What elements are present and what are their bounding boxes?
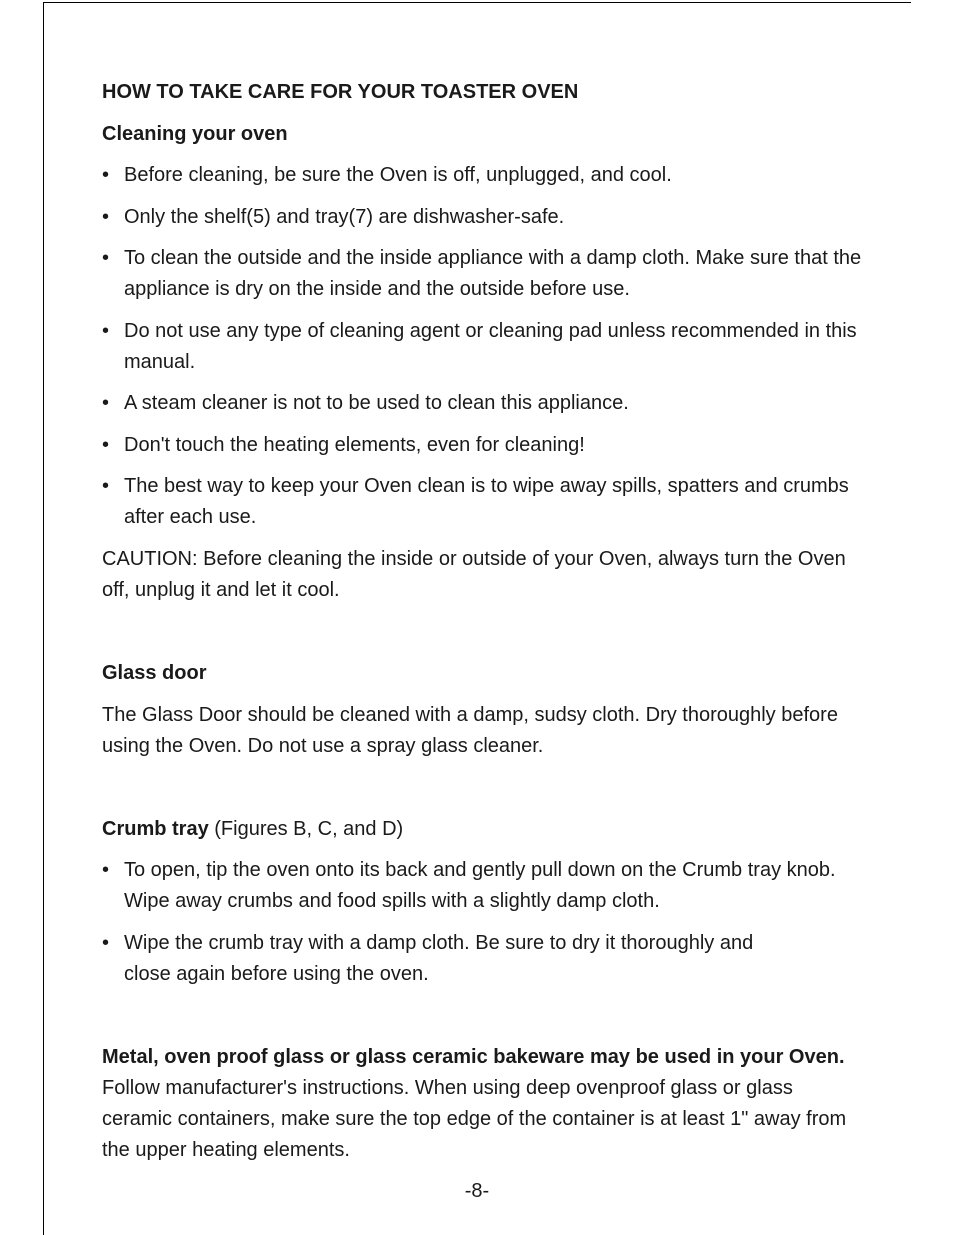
bullet-icon: • [102,247,110,269]
crumb-tray-heading-label: Crumb tray [102,818,209,840]
bullet-text: Wipe the crumb tray with a damp cloth. Be sure to dry it thoroughly and close again before using the oven. [124,932,754,985]
bullet-icon: • [102,475,110,497]
bullet-icon: • [102,320,110,342]
cleaning-bullet [102,202,862,233]
cleaning-bullet [102,160,862,191]
page-number: -8- [464,1180,490,1202]
cleaning-bullet [102,243,862,305]
bullet-text: To open, tip the oven onto its back and gently pull down on the Crumb tray knob. Wipe away crumbs and food spills with a slightly damp cloth. [124,859,836,912]
bullet-icon: • [102,859,110,881]
bullet-text: Before cleaning, be sure the Oven is off, unplugged, and cool. [124,164,672,186]
crumb-tray-heading [102,818,403,841]
bullet-icon: • [102,434,110,456]
bullet-icon: • [102,392,110,414]
crumb-tray-bullet [102,928,782,990]
bullet-text: To clean the outside and the inside appliance with a damp cloth. Make sure that the appliance is dry on the inside and the outside before use. [124,247,862,300]
cleaning-bullet [102,471,862,533]
page-border-left [43,2,44,1235]
bullet-icon: • [102,206,110,228]
cleaning-bullet [102,388,862,419]
bullet-text: Do not use any type of cleaning agent or cleaning pad unless recommended in this manual. [124,320,857,373]
crumb-tray-heading-note: (Figures B, C, and D) [214,818,404,840]
page-title: HOW TO TAKE CARE FOR YOUR TOASTER OVEN [102,81,579,103]
page-border-top [43,2,911,3]
bullet-icon: • [102,932,110,954]
cleaning-bullet [102,430,862,461]
cleaning-heading: Cleaning your oven [102,123,288,145]
bakeware-text: Follow manufacturer's instructions. When using deep ovenproof glass or glass ceramic containers, make sure the top edge of the container is at least 1" away from the upper heating elements. [102,1077,847,1161]
bullet-icon: • [102,164,110,186]
bullet-text: Only the shelf(5) and tray(7) are dishwasher-safe. [124,206,565,228]
bullet-text: A steam cleaner is not to be used to clean this appliance. [124,392,629,414]
glass-door-heading: Glass door [102,662,207,684]
cleaning-bullet [102,316,862,378]
bullet-text: The best way to keep your Oven clean is to wipe away spills, spatters and crumbs after each use. [124,475,849,528]
caution-text: CAUTION: Before cleaning the inside or outside of your Oven, always turn the Oven off, unplug it and let it cool. [102,548,846,601]
bakeware-heading: Metal, oven proof glass or glass ceramic bakeware may be used in your Oven. [102,1046,845,1068]
crumb-tray-bullet [102,855,862,917]
bullet-text: Don't touch the heating elements, even for cleaning! [124,434,585,456]
glass-door-text: The Glass Door should be cleaned with a damp, sudsy cloth. Dry thoroughly before using the Oven. Do not use a spray glass cleaner. [102,704,838,757]
